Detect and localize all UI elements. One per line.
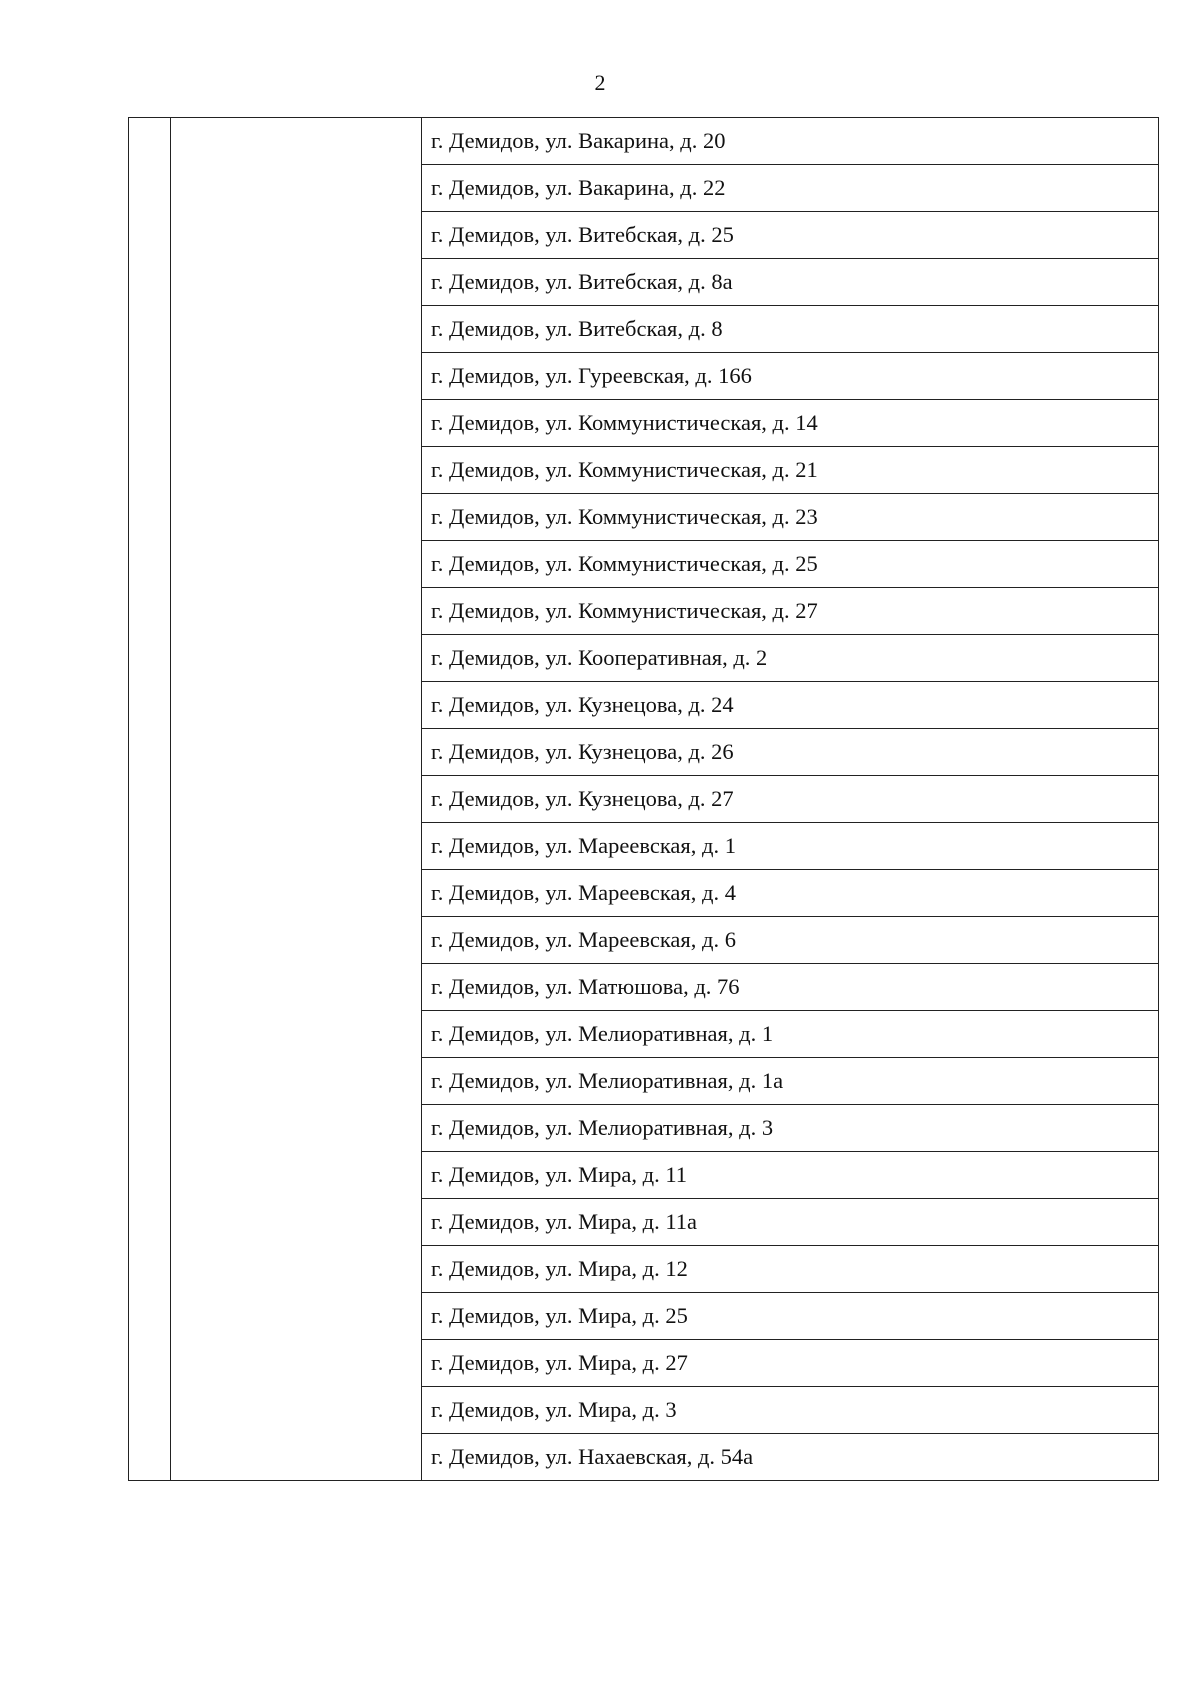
address-cell: г. Демидов, ул. Матюшова, д. 76 xyxy=(422,964,1159,1011)
address-cell: г. Демидов, ул. Коммунистическая, д. 25 xyxy=(422,541,1159,588)
address-cell: г. Демидов, ул. Коммунистическая, д. 27 xyxy=(422,588,1159,635)
number-cell xyxy=(129,118,171,1481)
address-cell: г. Демидов, ул. Мелиоративная, д. 1 xyxy=(422,1011,1159,1058)
address-cell: г. Демидов, ул. Мареевская, д. 1 xyxy=(422,823,1159,870)
address-cell: г. Демидов, ул. Коммунистическая, д. 21 xyxy=(422,447,1159,494)
address-cell: г. Демидов, ул. Гуреевская, д. 166 xyxy=(422,353,1159,400)
address-cell: г. Демидов, ул. Кузнецова, д. 26 xyxy=(422,729,1159,776)
address-cell: г. Демидов, ул. Мира, д. 25 xyxy=(422,1293,1159,1340)
address-cell: г. Демидов, ул. Витебская, д. 8а xyxy=(422,259,1159,306)
address-table xyxy=(128,117,1159,1481)
address-cell: г. Демидов, ул. Кооперативная, д. 2 xyxy=(422,635,1159,682)
address-cell: г. Демидов, ул. Вакарина, д. 22 xyxy=(422,165,1159,212)
address-cell: г. Демидов, ул. Витебская, д. 8 xyxy=(422,306,1159,353)
address-cell: г. Демидов, ул. Мира, д. 3 xyxy=(422,1387,1159,1434)
address-cell: г. Демидов, ул. Мира, д. 11а xyxy=(422,1199,1159,1246)
address-cell: г. Демидов, ул. Коммунистическая, д. 14 xyxy=(422,400,1159,447)
address-cell: г. Демидов, ул. Мира, д. 11 xyxy=(422,1152,1159,1199)
locality-cell xyxy=(171,118,422,1481)
address-cell: г. Демидов, ул. Вакарина, д. 20 xyxy=(422,118,1159,165)
address-cell: г. Демидов, ул. Нахаевская, д. 54а xyxy=(422,1434,1159,1481)
address-cell: г. Демидов, ул. Мареевская, д. 6 xyxy=(422,917,1159,964)
address-cell: г. Демидов, ул. Мелиоративная, д. 3 xyxy=(422,1105,1159,1152)
address-cell: г. Демидов, ул. Коммунистическая, д. 23 xyxy=(422,494,1159,541)
page-number: 2 xyxy=(594,70,606,95)
address-cell: г. Демидов, ул. Кузнецова, д. 24 xyxy=(422,682,1159,729)
address-cell: г. Демидов, ул. Кузнецова, д. 27 xyxy=(422,776,1159,823)
address-cell: г. Демидов, ул. Мелиоративная, д. 1а xyxy=(422,1058,1159,1105)
address-cell: г. Демидов, ул. Мареевская, д. 4 xyxy=(422,870,1159,917)
address-cell: г. Демидов, ул. Витебская, д. 25 xyxy=(422,212,1159,259)
address-cell: г. Демидов, ул. Мира, д. 12 xyxy=(422,1246,1159,1293)
address-table-body xyxy=(129,118,1159,1481)
table-row xyxy=(129,118,1159,165)
address-cell: г. Демидов, ул. Мира, д. 27 xyxy=(422,1340,1159,1387)
